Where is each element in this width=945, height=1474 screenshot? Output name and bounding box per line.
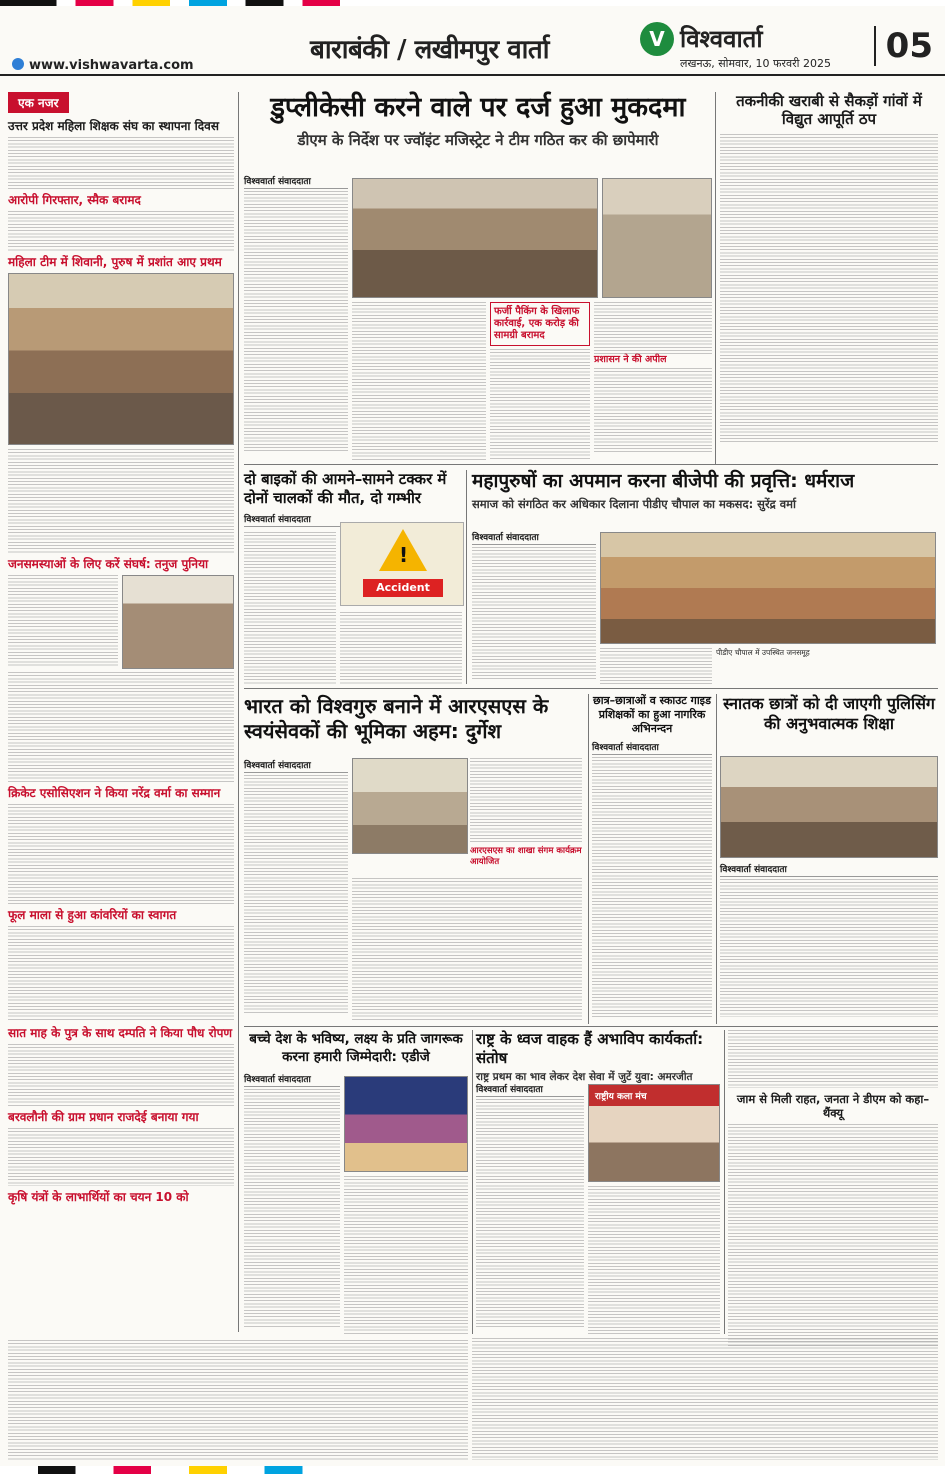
text-block — [472, 547, 596, 681]
text-block — [728, 1124, 938, 1346]
scout-headline: छात्र–छात्राओं व स्काउट गाइड प्रशिक्षकों का हुआ नागरिक अभिनन्दन — [593, 694, 711, 735]
rss-col-1 — [244, 758, 348, 1020]
text-block — [8, 1340, 468, 1460]
left-headline-4: जनसमस्याओं के लिए करें संघर्ष: तनुज पुनिया — [8, 557, 209, 571]
accident-byline: विश्ववार्ता संवाददाता — [244, 512, 462, 527]
paper-logo-icon: V — [640, 22, 674, 56]
left-column — [8, 92, 234, 1462]
lead-col-right — [594, 302, 712, 460]
text-block — [592, 757, 712, 1019]
text-block — [720, 879, 938, 1017]
row-rule — [244, 464, 938, 465]
lead-subhead: डीएम के निर्देश पर ज्वॉइंट मजिस्ट्रेट ने टीम गठित कर की छापेमारी — [297, 131, 659, 149]
text-block — [8, 211, 234, 251]
children-byline: विश्ववार्ता संवाददाता — [244, 1072, 340, 1087]
text-block — [244, 1089, 340, 1329]
text-block — [244, 775, 348, 1015]
masthead — [0, 16, 945, 76]
text-block — [8, 449, 234, 553]
column-rule — [466, 470, 467, 684]
scout-story — [592, 694, 712, 1024]
rss-caption-box — [470, 846, 582, 874]
lead-sub-1: प्रशासन ने की अपील — [594, 354, 667, 365]
column-rule — [588, 694, 589, 1024]
left-headline-1: उत्तर प्रदेश महिला शिक्षक संघ का स्थापना दिवस — [8, 119, 219, 133]
text-block — [8, 804, 234, 904]
column-rule — [715, 92, 716, 464]
children-headline: बच्चे देश के भविष्य, लक्ष्य के प्रति जागरूक करना हमारी जिम्मेदारी: एडीजे — [249, 1031, 463, 1065]
sports-photo — [8, 273, 234, 445]
text-block — [490, 349, 590, 459]
column-rule — [724, 1030, 725, 1334]
lead-col-1 — [244, 174, 348, 458]
text-block — [352, 878, 582, 1020]
abvp-banner: राष्ट्रीय कला मंच — [595, 1092, 647, 1102]
mahapurush-col-1 — [472, 530, 596, 684]
abvp-headline: राष्ट्र के ध्वज वाहक हैं अभाविप कार्यकर्ता: संतोष — [476, 1030, 704, 1067]
text-block — [588, 1186, 720, 1334]
rss-headline: भारत को विश्वगुरु बनाने में आरएसएस के स्वयंसेवकों की भूमिका अहम: दुर्गेश — [244, 694, 549, 743]
left-headline-2: आरोपी गिरफ्तार, स्मैक बरामद — [8, 193, 141, 207]
globe-icon — [12, 58, 24, 70]
text-block — [352, 302, 486, 460]
left-headline-9: कृषि यंत्रों के लाभार्थियों का चयन 10 को — [8, 1190, 189, 1204]
left-headline-6: फूल माला से हुआ कांवरियों का स्वागत — [8, 908, 177, 922]
rss-caption: आरएसएस का शाखा संगम कार्यक्रम आयोजित — [470, 846, 582, 867]
dateline: लखनऊ, सोमवार, 10 फरवरी 2025 — [680, 57, 831, 70]
ek-nazar-tag: एक नजर — [8, 92, 69, 113]
text-block — [720, 134, 938, 444]
scout-byline: विश्ववार्ता संवाददाता — [592, 740, 712, 755]
power-outage-headline: तकनीकी खराबी से सैकड़ों गांवों में विद्युत आपूर्ति ठप — [736, 92, 922, 128]
text-block — [472, 1338, 938, 1460]
text-block — [8, 575, 118, 667]
left-headline-7: सात माह के पुत्र के साथ दम्पति ने किया पौध रोपण — [8, 1026, 233, 1040]
left-headline-8: बरवलौनी की ग्राम प्रधान राजदेई बनाया गया — [8, 1110, 199, 1124]
fake-packing-box — [490, 302, 590, 460]
text-block — [594, 368, 712, 452]
registration-strip-bottom — [0, 1466, 945, 1474]
column-rule — [238, 92, 239, 1332]
abvp-byline: विश्ववार्ता संवाददाता — [476, 1082, 584, 1097]
exclamation-icon: ! — [399, 543, 409, 567]
rss-photo — [352, 758, 468, 854]
left-headline-5: क्रिकेट एसोसिएशन ने किया नरेंद्र वर्मा का सम्मान — [8, 786, 221, 800]
mahapurush-subhead: समाज को संगठित कर अधिकार दिलाना पीडीए चौपाल का मकसद: सुरेंद्र वर्मा — [472, 497, 797, 511]
chaupal-photo — [600, 532, 936, 644]
accident-sign — [340, 522, 464, 606]
mahapurush-headline: महापुरुषों का अपमान करना बीजेपी की प्रवृत्ति: धर्मराज — [472, 470, 855, 492]
column-rule — [716, 694, 717, 1024]
meeting-photo — [122, 575, 234, 669]
children-col-1 — [244, 1072, 340, 1334]
lead-photo-packets — [602, 178, 712, 298]
row-rule — [244, 688, 938, 689]
accident-sign-label: Accident — [363, 579, 443, 597]
row-rule — [244, 1026, 938, 1027]
abvp-story — [476, 1030, 716, 1083]
text-block — [594, 302, 712, 354]
text-block — [8, 137, 234, 189]
text-block — [344, 1176, 468, 1334]
section-title: बाराबंकी / लखीमपुर वार्ता — [310, 35, 549, 65]
lead-headline: डुप्लीकेसी करने वाले पर दर्ज हुआ मुकदमा — [270, 92, 686, 123]
lead-headline-block — [244, 92, 712, 172]
text-block — [8, 1044, 234, 1106]
text-block — [728, 1030, 938, 1088]
police-text — [720, 862, 938, 1022]
text-block — [470, 758, 582, 844]
text-block — [8, 1128, 234, 1186]
mahapurush-byline: विश्ववार्ता संवाददाता — [472, 530, 596, 545]
abvp-photo — [588, 1084, 720, 1182]
text-block — [600, 648, 712, 684]
left-headline-3: महिला टीम में शिवानी, पुरुष में प्रशांत आए प्रथम — [8, 255, 222, 269]
lead-photo-raid — [352, 178, 598, 298]
text-block — [476, 1099, 584, 1329]
police-byline: विश्ववार्ता संवाददाता — [720, 862, 938, 877]
police-headline: स्नातक छात्रों को दी जाएगी पुलिसिंग की अनुभवात्मक शिक्षा — [723, 694, 935, 733]
police-story — [720, 694, 938, 754]
page-number: 05 — [874, 26, 933, 66]
students-photo — [720, 756, 938, 858]
paper-name: विश्ववार्ता — [680, 25, 763, 53]
website-link[interactable]: www.vishwavarta.com — [12, 58, 194, 73]
lead-byline: विश्ववार्ता संवाददाता — [244, 174, 348, 189]
jam-relief-story — [728, 1030, 938, 1334]
rss-story — [244, 694, 584, 754]
stage-photo — [344, 1076, 468, 1172]
accident-headline: दो बाइकों की आमने–सामने टक्कर में दोनों चालकों की मौत, दो गम्भीर — [244, 470, 447, 507]
chaupal-caption: पीडीए चौपाल में उपस्थित जनसमूह — [716, 648, 810, 657]
abvp-col-1 — [476, 1082, 584, 1334]
text-block — [8, 926, 234, 1022]
column-rule — [472, 1030, 473, 1334]
text-block — [340, 612, 462, 684]
rss-byline: विश्ववार्ता संवाददाता — [244, 758, 348, 773]
text-block — [8, 672, 234, 782]
jam-relief-headline: जाम से मिली राहत, जनता ने डीएम को कहा– थैंक्यू — [736, 1092, 930, 1120]
fake-packing-title: फर्जी पैकिंग के खिलाफ कार्रवाई, एक करोड़ की सामग्री बरामद — [494, 306, 580, 341]
text-block — [244, 532, 336, 684]
registration-strip — [0, 0, 945, 6]
text-block — [244, 191, 348, 453]
power-outage-story — [720, 92, 938, 464]
abvp-subhead: राष्ट्र प्रथम का भाव लेकर देश सेवा में जुटें युवा: अमरजीत — [476, 1071, 693, 1083]
